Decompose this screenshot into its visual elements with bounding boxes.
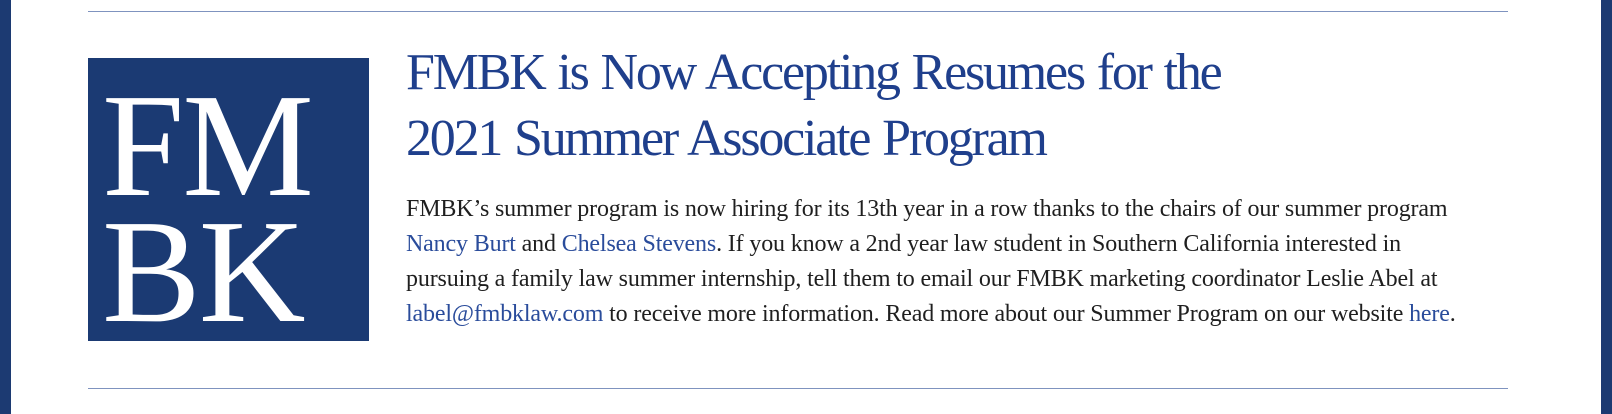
article bbox=[406, 40, 1466, 332]
top-divider bbox=[88, 11, 1508, 12]
body-text-4: to receive more information. Read more about our Summer Program on our website bbox=[603, 301, 1410, 327]
logo-line-1: FM bbox=[102, 64, 312, 228]
left-border-bar bbox=[0, 0, 11, 414]
bottom-divider bbox=[88, 388, 1508, 389]
body-text-2: and bbox=[515, 231, 562, 257]
headline-line-1: FMBK is Now Accepting Resumes for the bbox=[406, 44, 1221, 101]
body-text-3: . If you know a 2nd year law student in Southern California interested in pursuing a family law summer internship, tell them to email our FMBK marketing coordinator Leslie Abel at bbox=[406, 231, 1438, 292]
body-text-5: . bbox=[1449, 301, 1456, 327]
nancy-burt-link[interactable]: Nancy Burt bbox=[406, 231, 516, 257]
logo-line-2: BK bbox=[102, 190, 304, 354]
chelsea-stevens-link[interactable]: Chelsea Stevens bbox=[561, 231, 717, 257]
fmbk-logo bbox=[88, 58, 369, 354]
headline-line-2: 2021 Summer Associate Program bbox=[406, 110, 1046, 167]
website-here-link[interactable]: here bbox=[1409, 301, 1450, 327]
right-border-bar bbox=[1601, 0, 1612, 414]
article-headline bbox=[406, 40, 1466, 172]
email-link[interactable]: label@fmbklaw.com bbox=[406, 301, 604, 327]
body-text-1: FMBK’s summer program is now hiring for its 13th year in a row thanks to the chairs of our summer program bbox=[406, 196, 1448, 222]
article-body bbox=[406, 192, 1466, 332]
